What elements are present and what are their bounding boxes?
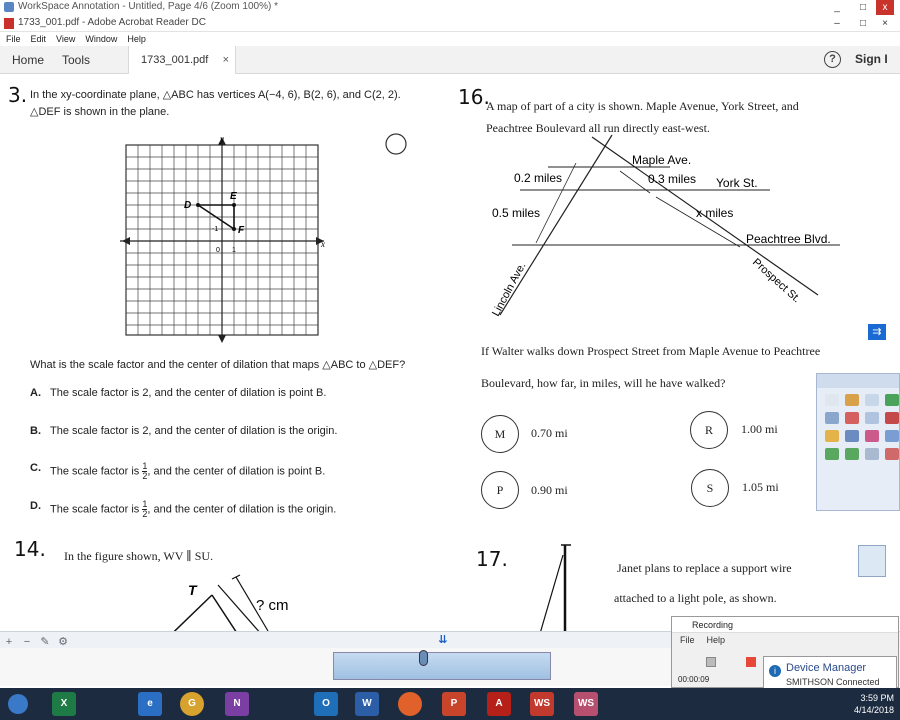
recording-menu-help[interactable]: Help — [706, 635, 726, 645]
q3-choice-d — [50, 500, 336, 519]
acrobat-title: 1733_001.pdf - Adobe Acrobat Reader DC — [18, 17, 206, 28]
recording-menu — [672, 633, 898, 647]
q3-choice-d-letter: D. — [30, 500, 41, 512]
q17-pole-figure — [535, 541, 575, 637]
dist-03-label: 0.3 miles — [648, 172, 697, 186]
q16-choice-p-value: 0.90 mi — [531, 483, 568, 497]
window-controls — [824, 0, 894, 15]
clock-time: 3:59 PM — [860, 693, 894, 703]
q3-choice-d-text-a: The scale factor is — [50, 503, 143, 516]
chrome-icon[interactable]: G — [180, 692, 204, 716]
page-down-arrows-icon[interactable]: ⇊ — [438, 634, 448, 646]
q16-choice-s-value: 1.05 mi — [742, 480, 779, 494]
device-manager-toast[interactable] — [763, 656, 897, 692]
recording-menu-file[interactable]: File — [680, 635, 695, 645]
q16-choice-r-value: 1.00 mi — [741, 422, 778, 436]
app-icon — [4, 2, 14, 12]
york-st-label: York St. — [716, 176, 758, 190]
toast-status: SMITHSON Connected — [786, 677, 880, 687]
scroll-track[interactable] — [333, 652, 551, 680]
fraction-den: 2 — [142, 471, 148, 481]
device-info-icon: i — [769, 665, 781, 677]
q3-choice-a: The scale factor is 2, and the center of dilation is point B. — [50, 387, 327, 399]
q16-choice-m-circle[interactable]: M — [481, 415, 519, 453]
q3-choice-d-text-b: , and the center of dilation is the origin. — [147, 503, 337, 516]
toolbar-add-icon[interactable]: + — [5, 636, 13, 648]
menu-file[interactable]: File — [6, 34, 21, 44]
tab-bar — [0, 46, 900, 74]
q3-graph — [118, 133, 338, 343]
peachtree-blvd-label: Peachtree Blvd. — [746, 232, 831, 246]
maximize-button[interactable]: □ — [859, 2, 867, 13]
workspace-recorder-icon[interactable]: WS — [574, 692, 598, 716]
dist-02-label: 0.2 miles — [514, 171, 563, 185]
q14-text: In the figure shown, WV ∥ SU. — [64, 549, 214, 563]
tool-text-icon[interactable] — [865, 412, 879, 424]
lincoln-ave-label: Lincoln Ave. — [490, 260, 529, 319]
onenote-icon[interactable]: N — [225, 692, 249, 716]
q3-choice-c-text-b: , and the center of dilation is point B. — [147, 465, 326, 478]
q3-line2: △DEF is shown in the plane. — [30, 106, 170, 118]
acrobat-titlebar — [0, 15, 900, 32]
pdf-icon — [4, 18, 14, 29]
system-clock[interactable] — [854, 692, 894, 716]
q16-line1: A map of part of a city is shown. Maple Avenue, York Street, and — [486, 99, 799, 113]
point-f-label: F — [238, 225, 245, 236]
tool-shape-icon[interactable] — [845, 412, 859, 424]
fraction-num: 1 — [142, 499, 148, 509]
point-d-label: D — [184, 200, 192, 211]
toolbar-edit-icon[interactable]: ✎ — [40, 636, 50, 648]
tool-pointer-icon[interactable] — [885, 430, 899, 442]
tool-camera-icon[interactable] — [845, 430, 859, 442]
acrobat-minimize-button[interactable]: – — [834, 18, 840, 29]
palette-header[interactable] — [817, 374, 899, 388]
maple-ave-label: Maple Ave. — [632, 153, 692, 167]
tool-fill-icon[interactable] — [825, 430, 839, 442]
tab-document[interactable] — [128, 46, 236, 74]
word-icon[interactable]: W — [355, 692, 379, 716]
tool-back-icon[interactable] — [825, 448, 839, 460]
menu-window[interactable]: Window — [85, 34, 118, 44]
toolbar-settings-icon[interactable]: ⚙ — [58, 636, 68, 648]
recording-title: Recording — [672, 617, 898, 633]
q16-question-line2: Boulevard, how far, in miles, will he have walked? — [481, 376, 726, 390]
outlook-icon[interactable]: O — [314, 692, 338, 716]
x-one-label: 1 — [232, 247, 236, 254]
tool-forward-icon[interactable] — [845, 448, 859, 460]
prospect-st-label: Prospect St. — [749, 256, 803, 306]
workspace-icon[interactable]: WS — [530, 692, 554, 716]
q16-map — [480, 135, 860, 335]
tool-line-icon[interactable] — [885, 412, 899, 424]
recycle-bin-icon[interactable] — [858, 545, 886, 577]
tab-document-label: 1733_001.pdf — [141, 54, 209, 66]
sign-in-link[interactable]: Sign I — [855, 52, 888, 66]
help-icon[interactable]: ? — [824, 51, 841, 68]
tool-eraser-icon[interactable] — [825, 412, 839, 424]
q17-line1: Janet plans to replace a support wire — [617, 561, 792, 575]
point-e-label: E — [230, 191, 237, 202]
graph-x-label: x — [321, 239, 325, 249]
tool-select-icon[interactable] — [825, 394, 839, 406]
q17-number: 17. — [476, 547, 508, 571]
menu-bar — [0, 32, 900, 46]
close-tab-icon[interactable]: × — [222, 54, 229, 66]
tool-hand-icon[interactable] — [865, 394, 879, 406]
toast-title: Device Manager — [786, 662, 867, 674]
q3-choice-b: The scale factor is 2, and the center of dilation is the origin. — [50, 425, 338, 437]
q16-line2: Peachtree Boulevard all run directly east-west. — [486, 121, 710, 135]
recording-stop-icon[interactable] — [746, 657, 756, 667]
q16-choice-r-circle[interactable]: R — [690, 411, 728, 449]
fraction-den: 2 — [142, 509, 148, 519]
q3-choice-b-letter: B. — [30, 425, 41, 437]
edge-icon[interactable]: e — [138, 692, 162, 716]
toolbar-minus-icon[interactable]: − — [23, 636, 31, 648]
q16-choice-s-circle[interactable]: S — [691, 469, 729, 507]
menu-view[interactable]: View — [56, 34, 76, 44]
q3-choice-c-text-a: The scale factor is — [50, 465, 143, 478]
acrobat-maximize-button[interactable]: □ — [859, 18, 867, 29]
q3-question: What is the scale factor and the center of dilation that maps △ABC to △DEF? — [30, 359, 406, 371]
q3-choice-a-letter: A. — [30, 387, 41, 399]
menu-help[interactable]: Help — [127, 34, 146, 44]
q3-choice-c — [50, 462, 325, 481]
q16-number: 16. — [458, 85, 490, 109]
q16-question-line1: If Walter walks down Prospect Street from Maple Avenue to Peachtree — [481, 344, 821, 358]
q3-choice-c-letter: C. — [30, 462, 41, 474]
firefox-icon[interactable] — [398, 692, 422, 716]
tool-pen-icon[interactable] — [845, 394, 859, 406]
q14-number: 14. — [14, 537, 46, 561]
dist-x-label: x miles — [696, 206, 734, 220]
close-button[interactable]: x — [876, 0, 894, 15]
y-neg-one-label: -1 — [212, 226, 219, 233]
scroll-thumb[interactable] — [419, 650, 428, 666]
tool-page-icon[interactable] — [865, 448, 879, 460]
menu-edit[interactable]: Edit — [30, 34, 47, 44]
q16-choice-m-value: 0.70 mi — [531, 426, 568, 440]
q3-line1: In the xy-coordinate plane, △ABC has vertices A(−4, 6), B(2, 6), and C(2, 2). — [30, 89, 401, 101]
cursor-circle-icon — [385, 133, 409, 157]
workspace-tool-palette — [816, 373, 900, 511]
q14-cm-label: ? cm — [256, 597, 289, 614]
taskbar — [0, 688, 900, 720]
minimize-button[interactable]: _ — [834, 2, 840, 13]
window-titlebar — [0, 0, 900, 15]
graph-y-label: y — [220, 134, 224, 144]
recording-pause-icon[interactable] — [706, 657, 716, 667]
tool-clear-icon[interactable] — [885, 448, 899, 460]
start-button-icon[interactable] — [8, 694, 28, 714]
excel-icon[interactable]: X — [52, 692, 76, 716]
recording-time: 00:00:09 — [678, 675, 710, 684]
q17-line2: attached to a light pole, as shown. — [614, 591, 777, 605]
tab-home[interactable]: Home — [12, 53, 45, 67]
q14-t-label: T — [188, 582, 197, 598]
fraction-num: 1 — [142, 461, 148, 471]
acrobat-window-controls — [824, 16, 894, 31]
tab-tools[interactable]: Tools — [62, 53, 91, 67]
acrobat-icon[interactable]: A — [487, 692, 511, 716]
tool-stamp-icon[interactable] — [865, 430, 879, 442]
page-nav-arrows-icon[interactable]: ⇉ — [868, 324, 886, 340]
document-page[interactable] — [0, 75, 900, 631]
q14-figure — [140, 575, 320, 635]
origin-label: 0 — [216, 247, 220, 254]
tool-highlighter-icon[interactable] — [885, 394, 899, 406]
window-title: WorkSpace Annotation - Untitled, Page 4/6 (Zoom 100%) * — [18, 1, 278, 12]
dist-05-label: 0.5 miles — [492, 206, 541, 220]
clock-date: 4/14/2018 — [853, 705, 894, 715]
powerpoint-icon[interactable]: P — [442, 692, 466, 716]
acrobat-close-button[interactable]: × — [882, 18, 888, 29]
q16-choice-p-circle[interactable]: P — [481, 471, 519, 509]
q3-number: 3. — [8, 83, 28, 107]
